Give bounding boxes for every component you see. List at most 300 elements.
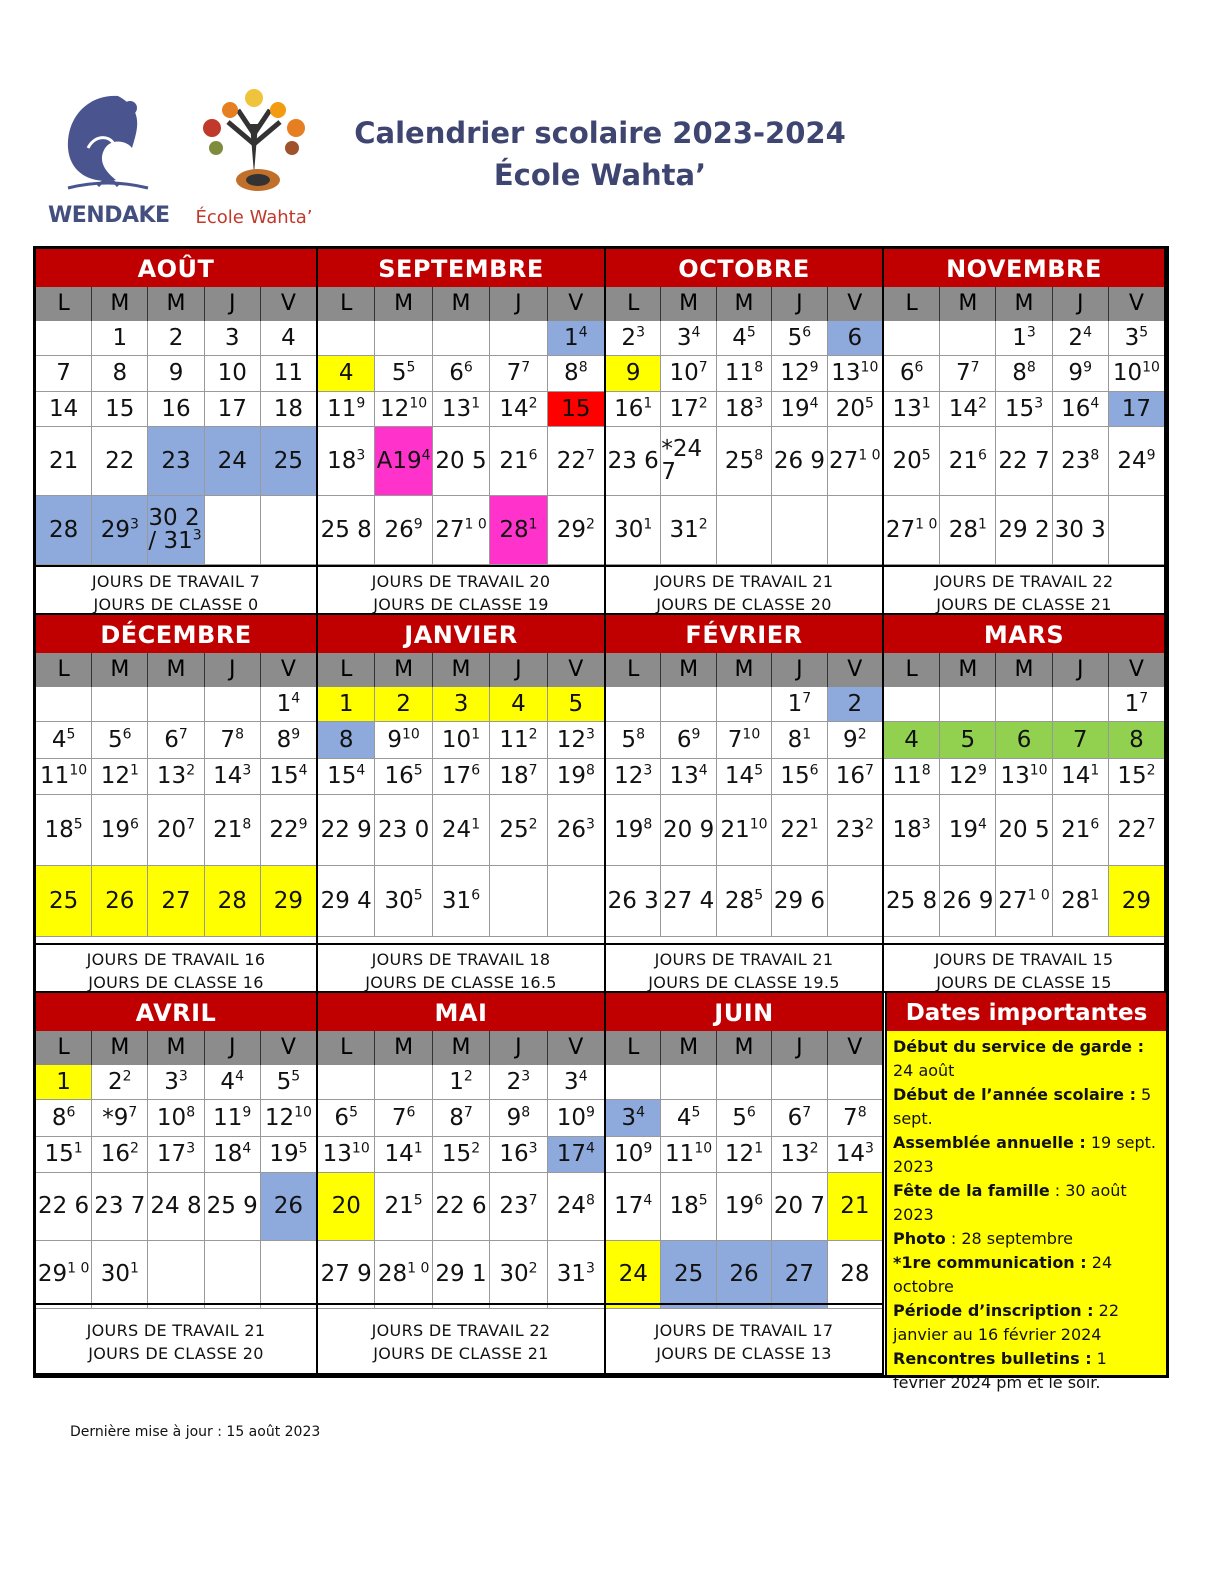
week-row: [36, 496, 316, 565]
day-cell: 6: [828, 321, 882, 355]
weekday-header: M: [148, 287, 204, 321]
day-cell: 8: [318, 722, 375, 758]
month-septembre: [318, 249, 606, 615]
day-cell: 29 6: [772, 866, 827, 936]
day-cell: 27 9: [318, 1241, 375, 1308]
day-cell: $13^4$: [661, 759, 716, 794]
day-cell: 8: [1109, 722, 1164, 758]
day-cell: $5^6$: [717, 1100, 772, 1136]
month-summary: JOURS DE TRAVAIL 7 JOURS DE CLASSE 0: [36, 565, 316, 613]
day-cell: 22 9: [318, 795, 375, 865]
day-cell: $13^{10}$: [996, 759, 1052, 794]
day-cell: $9^{10}$: [375, 722, 432, 758]
month-title: NOVEMBRE: [884, 249, 1164, 287]
month-summary: JOURS DE TRAVAIL 16 JOURS DE CLASSE 16: [36, 943, 316, 991]
day-cell: $7^{10}$: [717, 722, 772, 758]
day-cell: 11: [273, 360, 304, 386]
day-cell: $12^3$: [606, 759, 661, 794]
day-cell: $10^1$: [433, 722, 490, 758]
day-cell: $21^6$: [940, 427, 996, 495]
week-row: [884, 795, 1164, 866]
day-cell: $21^8$: [205, 795, 261, 865]
important-dates-list: [893, 1035, 1162, 1395]
day-cell: $*9^7$: [92, 1100, 148, 1136]
day-cell: $16^7$: [835, 762, 874, 789]
wahta-logo: [188, 84, 320, 230]
day-cell: 23 0: [375, 795, 432, 865]
day-cell: $4^5$: [661, 1100, 716, 1136]
day-cell: [205, 1241, 261, 1308]
month-title: MARS: [884, 615, 1164, 653]
last-updated: Dernière mise à jour : 15 août 2023: [70, 1424, 321, 1440]
day-cell: $23^7$: [490, 1173, 547, 1240]
wendake-logo: [48, 88, 168, 230]
tree-turtle-icon: [188, 84, 320, 200]
day-cell: 21: [36, 427, 92, 495]
day-cell: 26: [717, 1241, 772, 1308]
weekday-header: M: [92, 1031, 148, 1065]
day-cell: $29^2$: [556, 515, 595, 543]
weekday-header: M: [148, 653, 204, 687]
weekday-header-row: [36, 653, 316, 687]
month-summary: JOURS DE TRAVAIL 20 JOURS DE CLASSE 19: [318, 565, 604, 613]
day-cell: $18^7$: [490, 759, 547, 794]
day-cell: 25 9: [205, 1173, 261, 1240]
day-cell: $11^8$: [717, 356, 772, 391]
day-cell: $5^8$: [606, 722, 661, 758]
weekday-header: M: [940, 287, 996, 321]
day-cell: $2^2$: [92, 1065, 148, 1099]
day-cell: [92, 687, 148, 721]
day-cell: 30 3: [1053, 496, 1109, 564]
weekday-header-row: [36, 1031, 316, 1065]
weekday-header: V: [828, 287, 882, 321]
day-cell: 29: [1109, 866, 1164, 936]
day-cell: [606, 1065, 661, 1099]
day-cell: $18^5$: [36, 795, 92, 865]
weekday-header-row: [884, 653, 1164, 687]
day-cell: $17^4$: [548, 1137, 604, 1172]
week-row: [884, 321, 1164, 356]
week-row: [36, 1100, 316, 1137]
week-row: [884, 687, 1164, 722]
week-row: [606, 1100, 882, 1137]
day-cell: $7^6$: [375, 1100, 432, 1136]
weekday-header: M: [717, 653, 772, 687]
day-cell: $16^2$: [92, 1137, 148, 1172]
day-cell: $7^7$: [490, 356, 547, 391]
week-row: [606, 866, 882, 937]
week-row: [606, 1173, 882, 1241]
week-row: [884, 427, 1164, 496]
day-cell: $26^9$: [375, 496, 432, 564]
day-cell: [828, 866, 882, 936]
week-row: [606, 496, 882, 565]
week-row: [884, 866, 1164, 937]
day-cell: 10: [205, 356, 261, 391]
day-cell: 24: [205, 427, 261, 495]
month-summary: JOURS DE TRAVAIL 15 JOURS DE CLASSE 15: [884, 943, 1164, 991]
day-cell: $23^8$: [1053, 427, 1109, 495]
week-row: [36, 722, 316, 759]
day-cell: $6^6$: [433, 356, 490, 391]
day-cell: 30 $2 / 31^3$: [148, 496, 204, 564]
day-cell: $2^4$: [1053, 321, 1109, 355]
weekday-header: L: [36, 287, 92, 321]
day-cell: 26 3: [606, 866, 661, 936]
day-cell: $8^7$: [433, 1100, 490, 1136]
day-cell: 5: [548, 687, 604, 721]
day-cell: 4: [490, 687, 547, 721]
week-row: [36, 321, 316, 356]
weekday-header: V: [261, 1031, 316, 1065]
day-cell: 15: [548, 392, 604, 426]
day-cell: $29^{1 0}$: [36, 1241, 92, 1308]
week-row: [36, 356, 316, 392]
month-avril: [36, 993, 318, 1375]
day-cell: $15^2$: [433, 1137, 490, 1172]
day-cell: $24^1$: [433, 795, 490, 865]
day-cell: $16^4$: [1053, 392, 1109, 426]
day-cell: 22 6: [433, 1173, 490, 1240]
day-cell: $10^{10}$: [1112, 359, 1160, 386]
day-cell: 22: [92, 427, 148, 495]
weekday-header: L: [606, 1031, 661, 1065]
weekday-header-row: [318, 287, 604, 321]
weekday-header: M: [661, 1031, 716, 1065]
month-title: SEPTEMBRE: [318, 249, 604, 287]
week-row: [606, 1065, 882, 1100]
day-cell: $25^2$: [490, 795, 547, 865]
day-cell: $13^{10}$: [318, 1137, 375, 1172]
day-cell: $9^9$: [1053, 356, 1109, 391]
week-row: [318, 1137, 604, 1173]
day-cell: $3^4$: [564, 1067, 588, 1095]
day-cell: 15: [92, 392, 148, 426]
day-cell: 17: [205, 392, 261, 426]
day-cell: $8^1$: [772, 722, 827, 758]
day-cell: 6: [996, 722, 1052, 758]
weekday-header: L: [36, 653, 92, 687]
day-cell: [884, 687, 940, 721]
weekday-header-row: [36, 287, 316, 321]
day-cell: $28^{1 0}$: [375, 1241, 432, 1308]
day-cell: 7: [36, 356, 92, 391]
day-cell: $8^8$: [996, 356, 1052, 391]
weekday-header: L: [318, 653, 375, 687]
day-cell: [661, 687, 716, 721]
weekday-header: L: [318, 287, 375, 321]
calendar-grid: [33, 246, 1169, 1392]
important-date-item: Photo : 28 septembre: [893, 1229, 1074, 1248]
important-date-item: Début du service de garde : 24 août: [893, 1037, 1144, 1080]
day-cell: $3^4$: [606, 1100, 661, 1136]
day-cell: $17^2$: [661, 392, 716, 426]
month-title: JANVIER: [318, 615, 604, 653]
day-cell: $30^1$: [606, 496, 661, 564]
month-novembre: [884, 249, 1166, 615]
weekday-header: L: [318, 1031, 375, 1065]
day-cell: $9^2$: [843, 725, 867, 753]
day-cell: 29 1: [433, 1241, 490, 1308]
week-row: [606, 427, 882, 496]
day-cell: $31^3$: [556, 1260, 595, 1287]
weekday-header-row: [606, 1031, 882, 1065]
day-cell: $15^4$: [269, 762, 308, 789]
week-row: [36, 1241, 316, 1309]
day-cell: 14: [36, 392, 92, 426]
day-cell: 5: [940, 722, 996, 758]
weekday-header: V: [1109, 653, 1164, 687]
day-cell: $22^7$: [1117, 815, 1156, 843]
day-cell: $5^5$: [375, 356, 432, 391]
week-row: [318, 795, 604, 866]
day-cell: $22^1$: [772, 795, 827, 865]
day-cell: $30^5$: [375, 866, 432, 936]
week-row: [606, 356, 882, 392]
day-cell: $19^6$: [92, 795, 148, 865]
day-cell: 9: [606, 356, 661, 391]
day-cell: $18^5$: [661, 1173, 716, 1240]
day-cell: $13^2$: [148, 759, 204, 794]
day-cell: $3^4$: [661, 321, 716, 355]
important-date-item: Fête de la famille : 30 août 2023: [893, 1181, 1127, 1224]
day-cell: $6^5$: [318, 1100, 375, 1136]
weekday-header: M: [433, 1031, 490, 1065]
day-cell: $12^1$: [717, 1137, 772, 1172]
day-cell: $30^1$: [92, 1241, 148, 1308]
weekday-header: M: [717, 1031, 772, 1065]
weekday-header: L: [884, 653, 940, 687]
day-cell: [148, 1241, 204, 1308]
day-cell: 20 5: [996, 795, 1052, 865]
important-date-item: Période d’inscription : 22 janvier au 16 février 2024: [893, 1301, 1119, 1344]
day-cell: $15^1$: [36, 1137, 92, 1172]
weekday-header: J: [772, 287, 827, 321]
day-cell: $1^4$: [276, 689, 301, 717]
week-row: [606, 795, 882, 866]
month-title: AVRIL: [36, 993, 316, 1031]
day-cell: $14^3$: [835, 1140, 874, 1167]
day-cell: 20 7: [772, 1173, 827, 1240]
day-cell: $5^5$: [276, 1067, 301, 1095]
day-cell: $5^6$: [772, 321, 827, 355]
week-row: [606, 392, 882, 427]
month-summary: JOURS DE TRAVAIL 22 JOURS DE CLASSE 21: [318, 1303, 604, 1373]
day-cell: [36, 687, 92, 721]
day-cell: $6^9$: [661, 722, 716, 758]
weekday-header: J: [205, 653, 261, 687]
day-cell: $17^6$: [433, 759, 490, 794]
day-cell: $25^8$: [717, 427, 772, 495]
day-cell: $11^9$: [205, 1100, 261, 1136]
weekday-header: J: [772, 653, 827, 687]
day-cell: $A19^4$: [375, 427, 432, 495]
day-cell: [148, 687, 204, 721]
week-row: [606, 1241, 882, 1309]
week-row: [36, 427, 316, 496]
weekday-header: M: [375, 653, 432, 687]
important-date-item: Début de l’année scolaire : 5 sept.: [893, 1085, 1152, 1128]
day-cell: [205, 496, 261, 564]
weekday-header: M: [661, 287, 716, 321]
day-cell: 28: [205, 866, 261, 936]
weekday-header: M: [996, 653, 1052, 687]
important-date-item: Rencontres bulletins : 1 février 2024 pm et le soir.: [893, 1349, 1107, 1392]
day-cell: $30^2$: [490, 1241, 547, 1308]
weekday-header: V: [261, 287, 316, 321]
page-title: [330, 112, 870, 196]
day-cell: $6^7$: [148, 722, 204, 758]
month-janvier: [318, 615, 606, 993]
day-cell: 1: [36, 1065, 92, 1099]
week-row: [884, 722, 1164, 759]
week-row: [884, 759, 1164, 795]
weekday-header: L: [884, 287, 940, 321]
day-cell: $12^1$: [92, 759, 148, 794]
day-cell: 24: [606, 1241, 661, 1308]
day-cell: [606, 687, 661, 721]
day-cell: $14^5$: [717, 759, 772, 794]
day-cell: $27^{1 0}$: [996, 866, 1052, 936]
day-cell: 2: [828, 687, 882, 721]
day-cell: 28: [840, 1261, 870, 1287]
weekday-header: M: [661, 653, 716, 687]
day-cell: $19^4$: [772, 392, 827, 426]
day-cell: $19^4$: [940, 795, 996, 865]
day-cell: [36, 321, 92, 355]
day-cell: $24^9$: [1117, 446, 1156, 474]
day-cell: 25: [661, 1241, 716, 1308]
day-cell: $14^2$: [940, 392, 996, 426]
day-cell: $21^{10}$: [717, 795, 772, 865]
day-cell: $28^5$: [717, 866, 772, 936]
week-row: [36, 1173, 316, 1241]
week-row: [36, 1065, 316, 1100]
day-cell: $27^{1 0}$: [433, 496, 490, 564]
day-cell: 22 7: [996, 427, 1052, 495]
day-cell: [490, 321, 547, 355]
day-cell: 24 8: [148, 1173, 204, 1240]
week-row: [318, 496, 604, 565]
day-cell: $3^3$: [148, 1065, 204, 1099]
day-cell: $1^4$: [548, 321, 604, 355]
day-cell: 26: [92, 866, 148, 936]
wendake-logo-text: WENDAKE: [48, 203, 170, 228]
page-header: [0, 0, 1224, 245]
day-cell: 23 7: [92, 1173, 148, 1240]
day-cell: [940, 687, 996, 721]
day-cell: 29 2: [996, 496, 1052, 564]
week-row: [318, 1100, 604, 1137]
week-row: [318, 1241, 604, 1309]
weekday-header: M: [375, 287, 432, 321]
day-cell: $31^6$: [433, 866, 490, 936]
weekday-header: V: [828, 1031, 882, 1065]
important-dates-panel: [885, 993, 1166, 1392]
day-cell: 26: [261, 1173, 316, 1240]
day-cell: $22^7$: [556, 446, 595, 474]
day-cell: $15^4$: [318, 759, 375, 794]
weekday-header-row: [884, 287, 1164, 321]
day-cell: $9^8$: [490, 1100, 547, 1136]
day-cell: $23^2$: [835, 815, 874, 843]
day-cell: 8: [92, 356, 148, 391]
day-cell: [940, 321, 996, 355]
weekday-header: M: [940, 653, 996, 687]
day-cell: $4^5$: [717, 321, 772, 355]
day-cell: $2^3$: [606, 321, 661, 355]
day-cell: [717, 687, 772, 721]
day-cell: 29 4: [318, 866, 375, 936]
day-cell: $16^1$: [606, 392, 661, 426]
day-cell: $14^3$: [205, 759, 261, 794]
day-cell: $1^3$: [996, 321, 1052, 355]
day-cell: $12^{10}$: [375, 392, 432, 426]
day-cell: 2: [148, 321, 204, 355]
day-cell: $10^8$: [148, 1100, 204, 1136]
day-cell: $13^2$: [772, 1137, 827, 1172]
day-cell: 4: [281, 324, 296, 351]
beaver-icon: [48, 88, 168, 200]
day-cell: $22^9$: [269, 815, 308, 843]
weekday-header-row: [318, 653, 604, 687]
week-row: [36, 866, 316, 937]
week-row: [36, 795, 316, 866]
week-row: [318, 392, 604, 427]
day-cell: $14^1$: [1053, 759, 1109, 794]
weekday-header: J: [490, 1031, 547, 1065]
day-cell: $28^1$: [1053, 866, 1109, 936]
day-cell: $20^5$: [884, 427, 940, 495]
day-cell: 23: [148, 427, 204, 495]
important-date-item: Assemblée annuelle : 19 sept. 2023: [893, 1133, 1157, 1176]
day-cell: 27 4: [661, 866, 716, 936]
weekday-header: V: [548, 1031, 604, 1065]
day-cell: $15^2$: [1117, 762, 1156, 789]
day-cell: $13^{10}$: [831, 359, 879, 386]
day-cell: [375, 1065, 432, 1099]
day-cell: $19^6$: [717, 1173, 772, 1240]
day-cell: 27: [148, 866, 204, 936]
day-cell: $19^5$: [269, 1140, 308, 1167]
day-cell: [318, 1065, 375, 1099]
day-cell: 18: [273, 395, 304, 422]
day-cell: 25 8: [884, 866, 940, 936]
week-row: [606, 1137, 882, 1173]
week-row: [606, 321, 882, 356]
day-cell: [433, 321, 490, 355]
day-cell: 16: [148, 392, 204, 426]
day-cell: $8^6$: [36, 1100, 92, 1136]
day-cell: $12^{10}$: [264, 1103, 312, 1131]
day-cell: $4^4$: [205, 1065, 261, 1099]
day-cell: $21^6$: [1053, 795, 1109, 865]
day-cell: 2: [375, 687, 432, 721]
month-février: [606, 615, 884, 993]
day-cell: $18^3$: [884, 795, 940, 865]
day-cell: 1: [318, 687, 375, 721]
week-row: [318, 427, 604, 496]
day-cell: 25: [36, 866, 92, 936]
day-cell: $1^7$: [772, 687, 827, 721]
week-row: [318, 866, 604, 937]
month-title: OCTOBRE: [606, 249, 882, 287]
month-summary: JOURS DE TRAVAIL 22 JOURS DE CLASSE 21: [884, 565, 1164, 613]
day-cell: $27^{1 0}$: [884, 496, 940, 564]
day-cell: 4: [318, 356, 375, 391]
day-cell: $24^8$: [556, 1192, 595, 1219]
